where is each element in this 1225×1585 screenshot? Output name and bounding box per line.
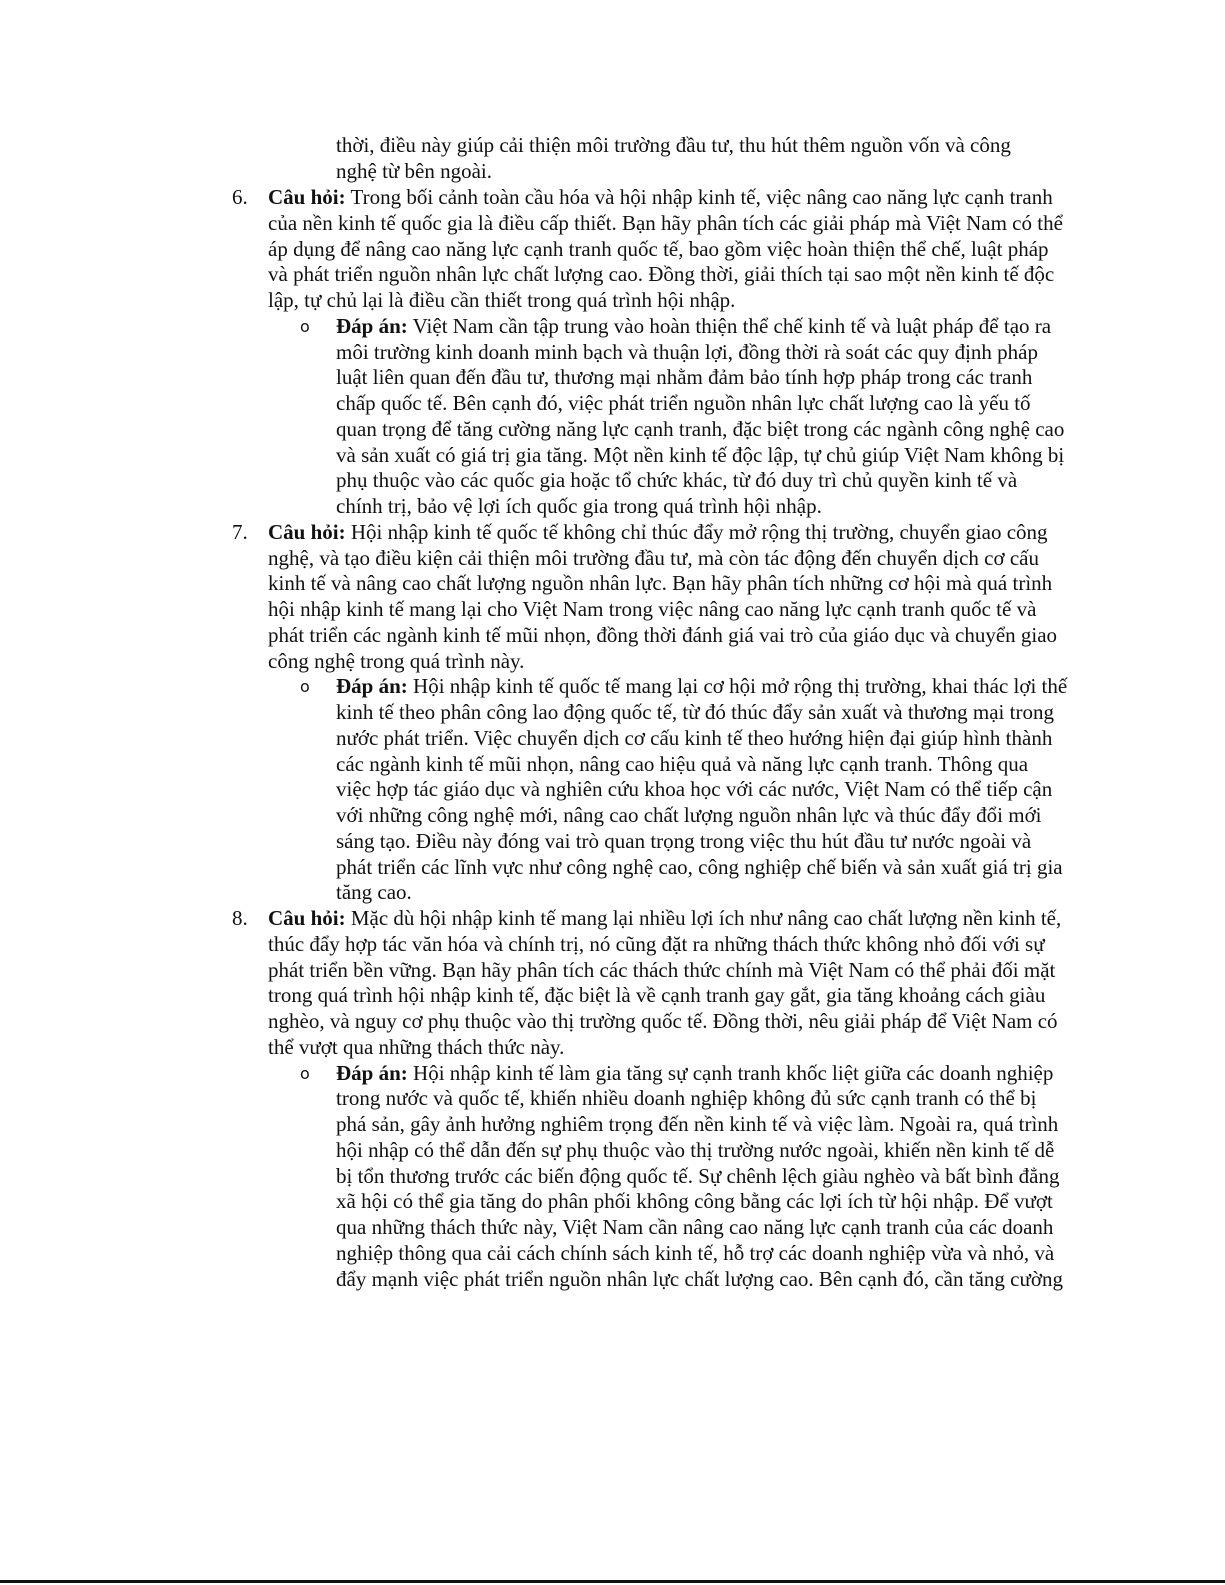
question-item-8	[232, 906, 1068, 1292]
hollow-circle-bullet-icon: o	[300, 677, 310, 697]
hollow-circle-bullet-icon: o	[300, 1063, 310, 1083]
page-bottom-rule	[0, 1580, 1225, 1583]
question-label: Câu hỏi:	[268, 519, 346, 544]
question-label: Câu hỏi:	[268, 906, 346, 930]
answer-item	[300, 1060, 1068, 1293]
question-text	[268, 185, 1068, 314]
answer-label: Đáp án:	[336, 674, 408, 699]
answer-item	[300, 674, 1068, 906]
question-text	[268, 906, 1068, 1061]
hollow-circle-bullet-icon: o	[300, 316, 310, 336]
question-number: 8.	[232, 906, 248, 930]
question-item-6	[232, 185, 1068, 520]
question-body: Hội nhập kinh tế quốc tế không chỉ thúc đẩy mở rộng thị trường, chuyển giao công nghệ, và tạo điều kiện cải thiện môi trường đầu tư, mà còn tác động đến chuyển dịch cơ cấu kinh tế và nâng cao chất lượng nguồn nhân lực. Bạn hãy phân tích những cơ hội mà quá trình hội nhập kinh tế mang lại cho Việt Nam trong việc nâng cao năng lực cạnh tranh quốc tế và phát triển các ngành kinh tế mũi nhọn, đồng thời đánh giá vai trò của giáo dục và chuyển giao công nghệ trong quá trình này.	[268, 519, 1058, 673]
question-label: Câu hỏi:	[268, 185, 346, 209]
answer-list	[268, 674, 1068, 906]
question-body: Trong bối cảnh toàn cầu hóa và hội nhập kinh tế, việc nâng cao năng lực cạnh tranh của nền kinh tế quốc gia là điều cấp thiết. Bạn hãy phân tích các giải pháp mà Việt Nam có thể áp dụng để nâng cao năng lực cạnh tranh quốc tế, bao gồm việc hoàn thiện thể chế, luật pháp và phát triển nguồn nhân lực chất lượng cao. Đồng thời, giải thích tại sao một nền kinh tế độc lập, tự chủ lại là điều cần thiết trong quá trình hội nhập.	[268, 185, 1063, 312]
answer-body: Hội nhập kinh tế quốc tế mang lại cơ hội mở rộng thị trường, khai thác lợi thế kinh tế theo phân công lao động quốc tế, từ đó thúc đẩy sản xuất và thương mại trong nước phát triển. Việc chuyển dịch cơ cấu kinh tế theo hướng hiện đại giúp hình thành các ngành kinh tế mũi nhọn, nâng cao hiệu quả và năng lực cạnh tranh. Thông qua việc hợp tác giáo dục và nghiên cứu khoa học với các nước, Việt Nam có thể tiếp cận với những công nghệ mới, nâng cao chất lượng nguồn nhân lực và thúc đẩy đổi mới sáng tạo. Điều này đóng vai trò quan trọng trong việc thu hút đầu tư nước ngoài và phát triển các lĩnh vực như công nghệ cao, công nghiệp chế biến và sản xuất giá trị gia tăng cao.	[336, 674, 1068, 905]
question-number: 7.	[232, 519, 248, 544]
question-list	[232, 185, 1068, 1292]
question-number: 6.	[232, 185, 248, 209]
question-body: Mặc dù hội nhập kinh tế mang lại nhiều lợi ích như nâng cao chất lượng nền kinh tế, thúc đẩy hợp tác văn hóa và chính trị, nó cũng đặt ra những thách thức không nhỏ đối với sự phát triển bền vững. Bạn hãy phân tích các thách thức chính mà Việt Nam có thể phải đối mặt trong quá trình hội nhập kinh tế, đặc biệt là về cạnh tranh gay gắt, gia tăng khoảng cách giàu nghèo, và nguy cơ phụ thuộc vào thị trường quốc tế. Đồng thời, nêu giải pháp để Việt Nam có thể vượt qua những thách thức này.	[268, 906, 1062, 1059]
continuation-paragraph: thời, điều này giúp cải thiện môi trường đầu tư, thu hút thêm nguồn vốn và công nghệ từ bên ngoài.	[336, 133, 1011, 183]
question-item-7	[232, 519, 1068, 906]
answer-list	[268, 314, 1068, 520]
question-text	[268, 520, 1068, 675]
answer-label: Đáp án:	[336, 313, 408, 338]
answer-body: Hội nhập kinh tế làm gia tăng sự cạnh tranh khốc liệt giữa các doanh nghiệp trong nước và quốc tế, khiến nhiều doanh nghiệp không đủ sức cạnh tranh có thể bị phá sản, gây ảnh hưởng nghiêm trọng đến nền kinh tế và việc làm. Ngoài ra, quá trình hội nhập có thể dẫn đến sự phụ thuộc vào thị trường nước ngoài, khiến nền kinh tế dễ bị tổn thương trước các biến động quốc tế. Sự chênh lệch giàu nghèo và bất bình đẳng xã hội có thể gia tăng do phân phối không công bằng các lợi ích từ hội nhập. Để vượt qua những thách thức này, Việt Nam cần nâng cao năng lực cạnh tranh của các doanh nghiệp thông qua cải cách chính sách kinh tế, hỗ trợ các doanh nghiệp vừa và nhỏ, và đẩy mạnh việc phát triển nguồn nhân lực chất lượng cao. Bên cạnh đó, cần tăng cường	[336, 1060, 1063, 1291]
answer-body: Việt Nam cần tập trung vào hoàn thiện thể chế kinh tế và luật pháp để tạo ra môi trường kinh doanh minh bạch và thuận lợi, đồng thời rà soát các quy định pháp luật liên quan đến đầu tư, thương mại nhằm đảm bảo tính hợp pháp trong các tranh chấp quốc tế. Bên cạnh đó, việc phát triển nguồn nhân lực chất lượng cao là yếu tố quan trọng để tăng cường năng lực cạnh tranh, đặc biệt trong các ngành công nghệ cao và sản xuất có giá trị gia tăng. Một nền kinh tế độc lập, tự chủ giúp Việt Nam không bị phụ thuộc vào các quốc gia hoặc tổ chức khác, từ đó duy trì chủ quyền kinh tế và chính trị, bảo vệ lợi ích quốc gia trong quá trình hội nhập.	[336, 313, 1065, 518]
answer-item	[300, 313, 1068, 520]
answer-list	[268, 1061, 1068, 1293]
answer-label: Đáp án:	[336, 1060, 408, 1085]
